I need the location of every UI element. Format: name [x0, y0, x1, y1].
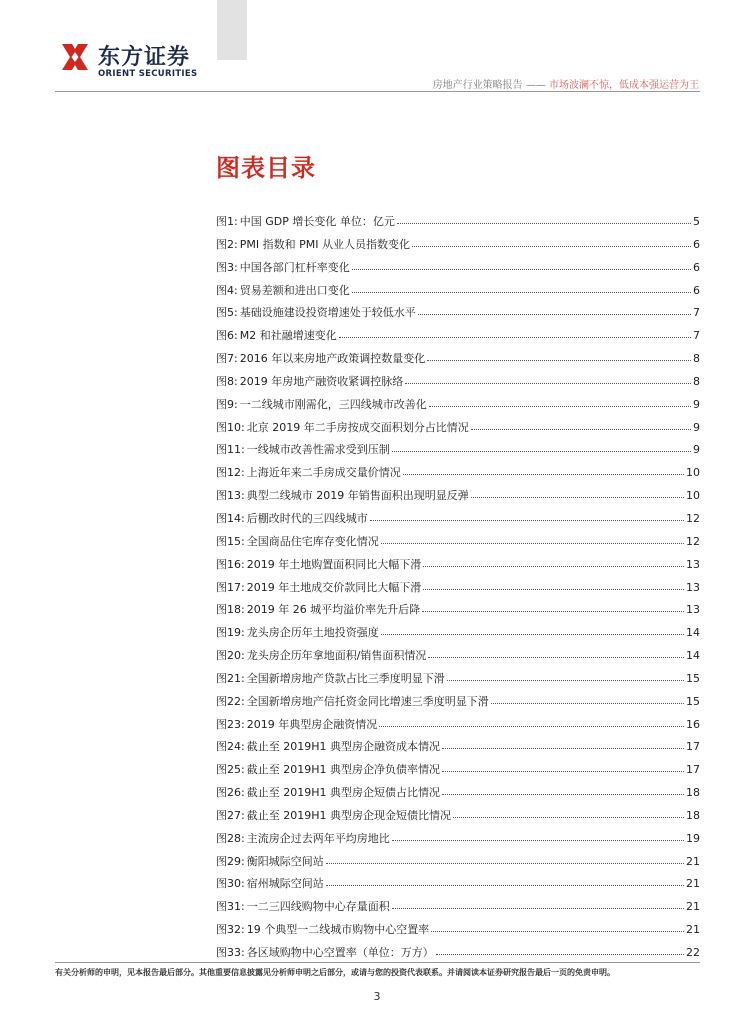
toc-entry-label: 图3: [216, 260, 238, 274]
toc-entry-title: 龙头房企历年拿地面积/销售面积情况 [246, 649, 427, 663]
toc-entry-label: 图7: [216, 352, 238, 366]
toc-entry-page: 14 [686, 626, 700, 640]
toc-entry[interactable] [216, 464, 700, 487]
toc-entry-title: 全国商品住宅库存变化情况 [246, 534, 379, 548]
toc-entry-title: 后棚改时代的三四线城市 [246, 511, 368, 525]
toc-entry-title: 截止至 2019H1 典型房企现金短债比情况 [246, 808, 451, 822]
toc-entry-label: 图4: [216, 283, 238, 297]
toc-dot-leader [431, 923, 684, 932]
toc-dot-leader [453, 809, 684, 818]
toc-entry-page: 9 [693, 420, 700, 434]
toc-dot-leader [442, 763, 684, 772]
toc-entry-label: 图31: [216, 900, 245, 914]
toc-entry[interactable] [216, 304, 700, 327]
toc-entry-title: 基础设施建设投资增速处于较低水平 [239, 306, 416, 320]
toc-entry[interactable] [216, 784, 700, 807]
toc-entry-page: 15 [686, 694, 700, 708]
toc-dot-leader [392, 443, 691, 452]
toc-entry[interactable] [216, 259, 700, 282]
toc-entry-page: 12 [686, 511, 700, 525]
toc-entry-title: 宿州城际空间站 [246, 877, 324, 891]
toc-entry-page: 21 [686, 854, 700, 868]
toc-entry-label: 图19: [216, 626, 245, 640]
toc-entry-page: 18 [686, 808, 700, 822]
toc-entry-label: 图8: [216, 374, 238, 388]
toc-entry-title: 各区域购物中心空置率（单位：万方） [246, 946, 434, 959]
brand-name-cn: 东方证券 [98, 45, 191, 70]
toc-entry-title: 衡阳城际空间站 [246, 854, 324, 868]
toc-entry-title: 全国新增房地产信托资金同比增速三季度明显下滑 [246, 694, 489, 708]
toc-entry-label: 图15: [216, 534, 245, 548]
toc-entry-label: 图28: [216, 831, 245, 845]
toc-entry-page: 8 [693, 352, 700, 366]
toc-dot-leader [429, 398, 691, 407]
toc-dot-leader [471, 421, 691, 430]
toc-entry-label: 图17: [216, 580, 245, 594]
toc-dot-leader [405, 375, 691, 384]
toc-dot-leader [436, 946, 684, 955]
toc-dot-leader [418, 306, 691, 315]
toc-dot-leader [379, 718, 684, 727]
toc-entry-title: 一二三四线购物中心存量面积 [246, 900, 390, 914]
title-separator: —— [525, 80, 546, 91]
toc-entry-page: 21 [686, 923, 700, 937]
toc-entry-label: 图26: [216, 786, 245, 800]
toc-entry-title: 主流房企过去两年平均房地比 [246, 831, 390, 845]
toc-entry-label: 图14: [216, 511, 245, 525]
page-number: 3 [373, 990, 381, 1003]
toc-dot-leader [428, 649, 684, 658]
logo-mark-icon [58, 40, 92, 74]
toc-entry[interactable] [216, 624, 700, 647]
toc-entry-page: 14 [686, 649, 700, 663]
toc-entry-title: 截止至 2019H1 典型房企短债占比情况 [246, 786, 440, 800]
toc-entry[interactable] [216, 282, 700, 305]
toc-entry[interactable] [216, 510, 700, 533]
toc-entry-label: 图6: [216, 329, 238, 343]
toc-entry[interactable] [216, 716, 700, 739]
toc-entry-title: 上海近年来二手房成交量价情况 [246, 466, 401, 480]
toc-entry[interactable] [216, 830, 700, 853]
toc-entry-label: 图10: [216, 420, 245, 434]
toc-entry[interactable] [216, 419, 700, 442]
toc-dot-leader [403, 466, 684, 475]
report-header-title [433, 76, 699, 91]
toc-entry-label: 图22: [216, 694, 245, 708]
toc-entry-page: 19 [686, 831, 700, 845]
toc-entry-page: 5 [693, 215, 700, 228]
toc-entry-label: 图18: [216, 603, 245, 617]
toc-entry-page: 13 [686, 603, 700, 617]
toc-entry-page: 6 [693, 260, 700, 274]
footer-disclaimer: 有关分析师的申明，见本报告最后部分。其他重要信息披露见分析师申明之后部分，或请与您的投资代表联系。并请阅读本证券研究报告最后一页的免责申明。 [55, 968, 615, 977]
toc-entry-label: 图30: [216, 877, 245, 891]
toc-dot-leader [339, 329, 691, 338]
report-subtitle: 市场波澜不惊，低成本强运营为王 [549, 80, 699, 91]
toc-entry[interactable] [216, 556, 700, 579]
toc-entry-title: 龙头房企历年土地投资强度 [246, 626, 379, 640]
toc-dot-leader [412, 238, 691, 247]
toc-entry[interactable] [216, 396, 700, 419]
toc-entry[interactable] [216, 601, 700, 624]
toc-entry-label: 图16: [216, 557, 245, 571]
toc-entry-label: 图29: [216, 854, 245, 868]
toc-entry-label: 图11: [216, 443, 245, 457]
toc-entry-label: 图1: [216, 215, 238, 228]
toc-entry-page: 10 [686, 489, 700, 503]
toc-entry-page: 8 [693, 374, 700, 388]
toc-dot-leader [423, 581, 684, 590]
toc-entry-label: 图32: [216, 923, 245, 937]
toc-entry-title: 中国各部门杠杆率变化 [239, 260, 350, 274]
toc-entry-title: 一二线城市刚需化，三四线城市改善化 [239, 397, 427, 411]
toc-entry-title: 截止至 2019H1 典型房企净负债率情况 [246, 763, 440, 777]
toc-entry-title: PMI 指数和 PMI 从业人员指数变化 [239, 237, 410, 251]
toc-entry-title: 2019 年 26 城平均溢价率先升后降 [246, 603, 421, 617]
toc-entry-page: 15 [686, 671, 700, 685]
header-decor-bar [217, 0, 247, 60]
toc-entry-page: 13 [686, 557, 700, 571]
toc-heading: 图表目录 [216, 154, 316, 182]
toc-entry-title: 2019 年土地购置面积同比大幅下滑 [246, 557, 422, 571]
toc-dot-leader [423, 558, 684, 567]
toc-entry-title: 全国新增房地产贷款占比三季度明显下滑 [246, 671, 445, 685]
toc-dot-leader [326, 877, 684, 886]
toc-entry-title: 2019 年房地产融资收紧调控脉络 [239, 374, 404, 388]
toc-dot-leader [352, 284, 691, 293]
toc-entry-label: 图27: [216, 808, 245, 822]
toc-dot-leader [381, 535, 684, 544]
toc-entry[interactable] [216, 213, 700, 236]
footer-divider [55, 962, 700, 963]
toc-entry-page: 7 [693, 329, 700, 343]
toc-entry[interactable] [216, 236, 700, 259]
toc-entry-page: 10 [686, 466, 700, 480]
toc-entry[interactable] [216, 487, 700, 510]
toc-entry-label: 图21: [216, 671, 245, 685]
header-divider [55, 91, 700, 92]
company-logo [58, 40, 218, 84]
toc-dot-leader [381, 626, 684, 635]
toc-dot-leader [392, 832, 684, 841]
toc-entry-page: 21 [686, 900, 700, 914]
toc-entry[interactable] [216, 761, 700, 784]
toc-entry[interactable] [216, 533, 700, 556]
toc-dot-leader [370, 512, 684, 521]
toc-entry[interactable] [216, 670, 700, 693]
toc-entry-title: 典型二线城市 2019 年销售面积出现明显反弹 [246, 489, 469, 503]
toc-entry-page: 7 [693, 306, 700, 320]
toc-entry[interactable] [216, 853, 700, 876]
toc-dot-leader [442, 740, 684, 749]
toc-entry-label: 图20: [216, 649, 245, 663]
toc-entry-title: 中国 GDP 增长变化 单位：亿元 [239, 215, 395, 228]
toc-dot-leader [491, 695, 684, 704]
toc-entry-title: 2016 年以来房地产政策调控数量变化 [239, 352, 426, 366]
toc-dot-leader [447, 672, 684, 681]
toc-entry-label: 图12: [216, 466, 245, 480]
toc-entry-page: 12 [686, 534, 700, 548]
toc-dot-leader [471, 489, 684, 498]
toc-entry[interactable] [216, 807, 700, 830]
toc-entry-page: 9 [693, 443, 700, 457]
toc-entry-page: 6 [693, 283, 700, 297]
toc-entry-label: 图33: [216, 946, 245, 959]
toc-entry-page: 6 [693, 237, 700, 251]
toc-entry-page: 22 [686, 946, 700, 959]
toc-entry[interactable] [216, 944, 700, 967]
toc-entry-page: 21 [686, 877, 700, 891]
brand-name-en: ORIENT SECURITIES [98, 69, 198, 79]
toc-entry-page: 17 [686, 740, 700, 754]
toc-dot-leader [326, 855, 684, 864]
toc-dot-leader [427, 352, 691, 361]
toc-dot-leader [392, 900, 684, 909]
toc-entry[interactable] [216, 693, 700, 716]
toc-entry-title: 北京 2019 年二手房按成交面积划分占比情况 [246, 420, 469, 434]
toc-dot-leader [422, 603, 684, 612]
toc-entry[interactable] [216, 327, 700, 350]
toc-entry-label: 图9: [216, 397, 238, 411]
toc-entry[interactable] [216, 441, 700, 464]
toc-entry-page: 17 [686, 763, 700, 777]
toc-entry-page: 13 [686, 580, 700, 594]
toc-entry-title: 贸易差额和进出口变化 [239, 283, 350, 297]
toc-entry-label: 图5: [216, 306, 238, 320]
toc-entry-title: 2019 年土地成交价款同比大幅下滑 [246, 580, 422, 594]
toc-entry-label: 图24: [216, 740, 245, 754]
toc-entry-label: 图2: [216, 237, 238, 251]
toc-entry-page: 9 [693, 397, 700, 411]
figure-toc-list [216, 213, 700, 967]
toc-entry-label: 图13: [216, 489, 245, 503]
toc-entry[interactable] [216, 350, 700, 373]
toc-dot-leader [397, 215, 691, 224]
toc-entry-title: 19 个典型一二线城市购物中心空置率 [246, 923, 430, 937]
toc-entry-title: M2 和社融增速变化 [239, 329, 337, 343]
toc-entry-label: 图23: [216, 717, 245, 731]
toc-entry[interactable] [216, 579, 700, 602]
toc-entry-label: 图25: [216, 763, 245, 777]
toc-entry-page: 18 [686, 786, 700, 800]
toc-entry[interactable] [216, 373, 700, 396]
toc-entry-title: 截止至 2019H1 典型房企融资成本情况 [246, 740, 440, 754]
toc-entry[interactable] [216, 647, 700, 670]
report-type: 房地产行业策略报告 [432, 80, 523, 91]
toc-entry[interactable] [216, 738, 700, 761]
toc-entry-title: 一线城市改善性需求受到压制 [246, 443, 390, 457]
toc-entry-title: 2019 年典型房企融资情况 [246, 717, 378, 731]
toc-dot-leader [352, 261, 691, 270]
toc-entry[interactable] [216, 875, 700, 898]
toc-entry-page: 16 [686, 717, 700, 731]
toc-entry[interactable] [216, 921, 700, 944]
toc-dot-leader [442, 786, 684, 795]
toc-entry[interactable] [216, 898, 700, 921]
